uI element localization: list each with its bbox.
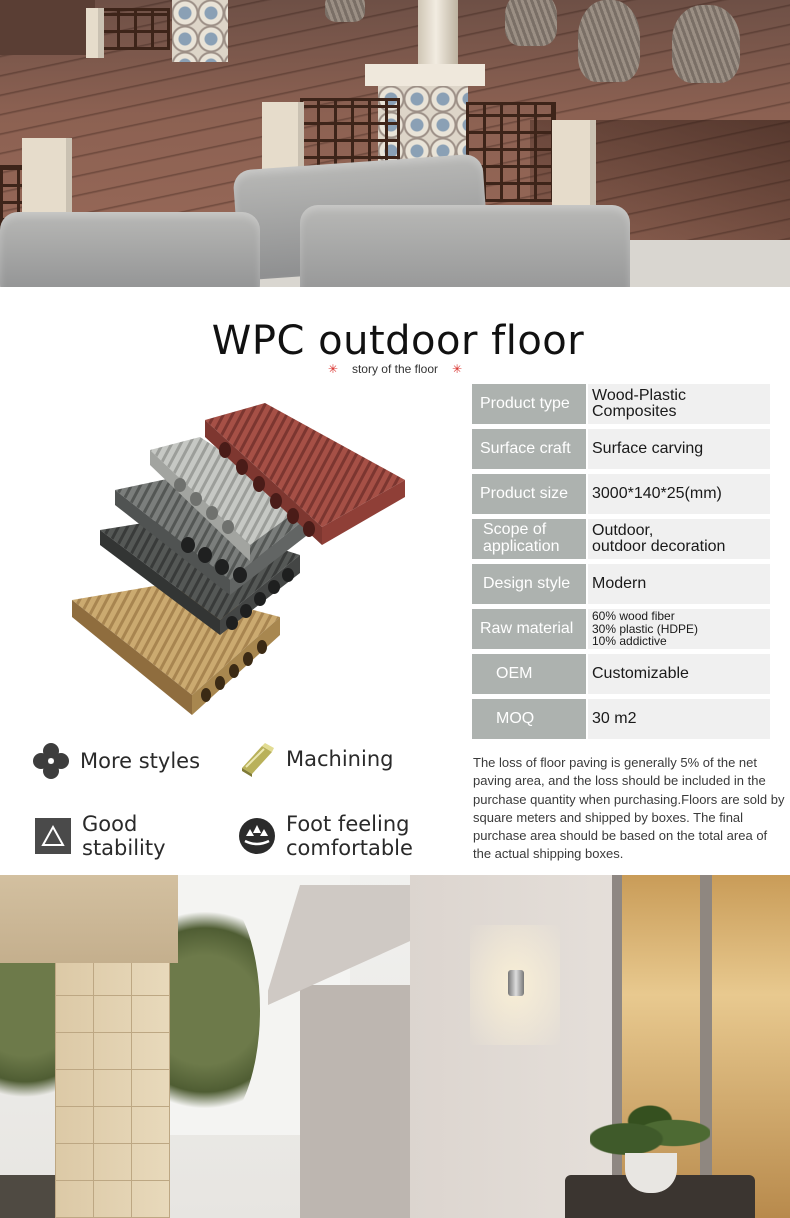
spec-label: Scope of application [472,519,586,559]
seat-cushion [300,205,630,287]
feature-good-stability [34,812,166,860]
spec-label: OEM [472,654,586,694]
spec-row-product-type [472,384,770,424]
tiled-pillar [172,0,228,62]
spec-label: Design style [472,564,586,604]
feature-label: Good stability [82,812,166,861]
wicker-chair [325,0,365,22]
wpc-boards-image [60,395,430,725]
stone-column [55,963,170,1218]
spec-value: 60% wood fiber 30% plastic (HDPE) 10% addictive [588,609,770,649]
spec-value: Surface carving [588,429,770,469]
lattice-railing [100,8,170,50]
star-icon: ✳ [327,362,338,376]
clover-icon [32,742,70,780]
spec-label: Product size [472,474,586,514]
loss-note: The loss of floor paving is generally 5% of the net paving area, and the loss should be included in the purchase quantity when purchasing.Floors are sold by square meters and shipped by boxes. The final purchase area should be based on the total area of the actual shipping boxes. [473,755,785,862]
spec-row-raw-material [472,609,770,649]
deck-photo [0,0,790,287]
feature-label: More styles [80,748,201,773]
deck-wall [0,0,95,55]
spec-value: 30 m2 [588,699,770,739]
column-base [365,64,485,86]
spec-row-surface-craft [472,429,770,469]
house-photo [0,875,790,1218]
spec-value: Outdoor, outdoor decoration [588,519,770,559]
spec-row-design-style [472,564,770,604]
feature-label: Foot feeling comfortable [286,812,413,861]
roof-beam [0,875,178,963]
spec-row-moq [472,699,770,739]
spec-row-scope [472,519,770,559]
spec-row-oem [472,654,770,694]
feature-label: Machining [286,746,394,771]
wicker-chair [672,5,740,83]
wicker-chair [578,0,640,82]
spec-label: Product type [472,384,586,424]
spec-value: 3000*140*25(mm) [588,474,770,514]
spec-row-product-size [472,474,770,514]
feature-machining [238,740,393,778]
subtitle-text: story of the floor [351,362,439,376]
spec-value: Wood-Plastic Composites [588,384,770,424]
spec-value: Customizable [588,654,770,694]
railing-post [86,8,104,58]
side-wall [300,985,412,1218]
page-title: WPC outdoor floor [211,318,585,364]
spec-label: Raw material [472,609,586,649]
spec-value: Modern [588,564,770,604]
gold-bar-icon [238,740,276,778]
door-frame [700,875,712,1218]
arrows-up-icon [238,817,276,855]
wicker-chair [505,0,557,46]
page-subtitle [0,362,790,376]
spec-label: Surface craft [472,429,586,469]
feature-more-styles [32,742,200,780]
triangle-icon [34,817,72,855]
wall-lamp [508,970,524,996]
seat-cushion [0,212,260,287]
feature-foot-feeling [238,812,413,860]
spec-label: MOQ [472,699,586,739]
star-icon: ✳ [452,362,463,376]
